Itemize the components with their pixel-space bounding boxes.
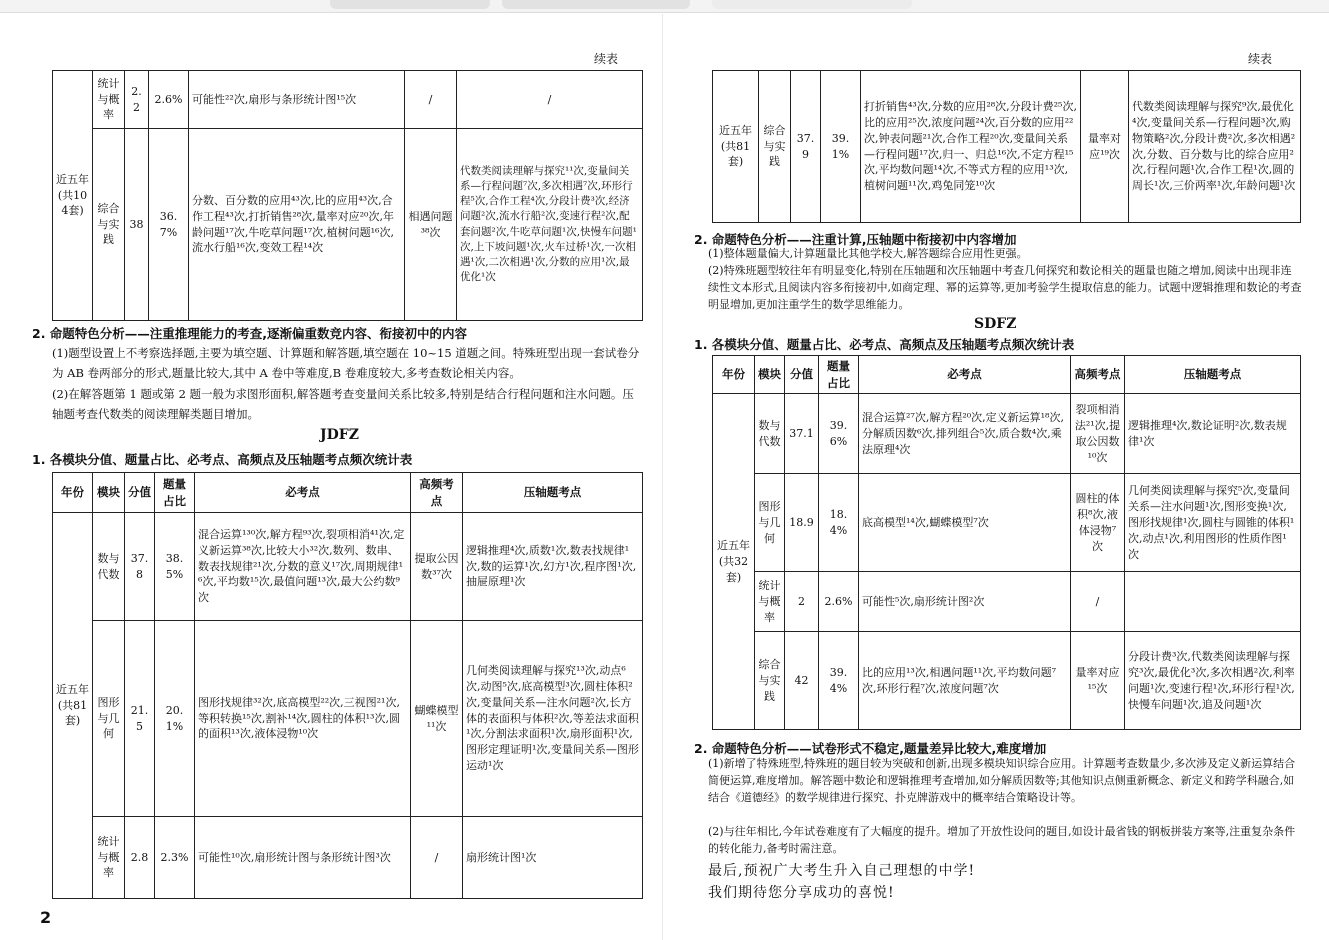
high-cell: 裂项相消法²¹次,提取公因数¹⁰次 [1071, 394, 1125, 474]
viewer-toolbar [0, 0, 1329, 13]
score-cell: 38 [125, 129, 149, 321]
table-row [53, 817, 643, 899]
score-cell: 37.9 [791, 71, 821, 223]
section-heading: 2. 命题特色分析——注重推理能力的考查,逐渐偏重数竞内容、衔接初中的内容 [32, 326, 468, 341]
column-header: 压轴题考点 [1125, 356, 1301, 394]
module-cell: 数与代数 [93, 513, 125, 621]
ratio-cell: 39.1% [821, 71, 861, 223]
module-cell: 图形与几何 [93, 621, 125, 817]
high-cell: 提取公因数³⁷次 [411, 513, 463, 621]
column-header: 模块 [755, 356, 785, 394]
column-header: 模块 [93, 473, 125, 513]
final-cell [1125, 572, 1301, 632]
high-cell: 相遇问题³⁸次 [405, 129, 457, 321]
column-header: 题量占比 [155, 473, 195, 513]
score-cell: 2 [785, 572, 819, 632]
stats-table-jdfz [52, 472, 643, 899]
module-cell: 综合与实践 [93, 129, 125, 321]
final-cell: 逻辑推理⁴次,数论证明²次,数表规律¹次 [1125, 394, 1301, 474]
table-row [713, 572, 1301, 632]
section-heading: 2. 命题特色分析——试卷形式不稳定,题量差异比较大,难度增加 [694, 741, 1047, 756]
ratio-cell: 2.6% [149, 71, 189, 129]
table-row [713, 632, 1301, 730]
section-heading: 1. 各模块分值、题量占比、必考点、高频点及压轴题考点频次统计表 [694, 337, 1075, 352]
module-cell: 综合与实践 [759, 71, 791, 223]
final-cell: 几何类阅读理解与探究¹³次,动点⁶次,动图⁵次,底高模型³次,圆柱体积²次,变量间关系—注水问题²次,长方体的表面积与体积²次,等差法求面积¹次,分割法求面积¹次,扇形面积¹次,图形定理证明¹次,变量间关系—图形运动¹次 [463, 621, 643, 817]
ratio-cell: 20.1% [155, 621, 195, 817]
ratio-cell: 2.3% [155, 817, 195, 899]
high-cell: / [1071, 572, 1125, 632]
score-cell: 2.2 [125, 71, 149, 129]
ratio-cell: 36.7% [149, 129, 189, 321]
ratio-cell: 39.4% [819, 632, 859, 730]
high-cell: 蝴蝶模型¹¹次 [411, 621, 463, 817]
must-cell: 分数、百分数的应用⁴³次,比的应用⁴³次,合作工程⁴³次,打折销售²⁸次,量率对应²⁰次,年龄问题¹⁷次,牛吃草问题¹⁷次,植树问题¹⁶次,流水行船¹⁶次,变效工程¹⁴次 [189, 129, 405, 321]
table-row [53, 621, 643, 817]
high-cell: / [405, 71, 457, 129]
section-heading: 2. 命题特色分析——注重计算,压轴题中衔接初中内容增加 [694, 232, 1017, 247]
score-cell: 42 [785, 632, 819, 730]
score-cell: 37.8 [125, 513, 155, 621]
toolbar-tab[interactable] [712, 0, 912, 9]
table-row [713, 394, 1301, 474]
paragraph: (1)新增了特殊班型,特殊班的题目较为突破和创新,出现多模块知识综合应用。计算题考查数量少,多次涉及定义新运算结合简便运算,难度增加。解答题中数论和逻辑推理考查增加,如分解质因数等;其他知识点侧重新概念、新定义和跨学科融合,如结合《道德经》的数学规律进行探究、扑克牌游戏中的概率结合策略设计等。 [708, 757, 1296, 804]
module-cell: 统计与概率 [93, 817, 125, 899]
must-cell: 混合运算²⁷次,解方程²⁰次,定义新运算¹⁸次,分解质因数⁶次,排列组合⁵次,质合数⁴次,乘法原理⁴次 [859, 394, 1071, 474]
final-cell: 扇形统计图¹次 [463, 817, 643, 899]
table-row [53, 129, 643, 321]
column-header: 高频考点 [411, 473, 463, 513]
ratio-cell: 38.5% [155, 513, 195, 621]
paragraph: (1)整体题量偏大,计算题量比其他学校大,解答题综合应用性更强。 [708, 247, 1028, 260]
section-heading: 1. 各模块分值、题量占比、必考点、高频点及压轴题考点频次统计表 [32, 452, 413, 467]
continued-label: 续表 [1247, 52, 1272, 66]
column-header: 必考点 [195, 473, 411, 513]
table-continued-top [52, 70, 643, 321]
high-cell: 量率对应¹⁵次 [1071, 632, 1125, 730]
closing-line: 我们期待您分享成功的喜悦! [708, 885, 895, 901]
ratio-cell: 18.4% [819, 474, 859, 572]
stats-table-sdfz [712, 355, 1301, 730]
year-cell: 近五年(共104套) [53, 71, 93, 321]
page-divider [662, 14, 663, 940]
must-cell: 可能性⁵次,扇形统计图²次 [859, 572, 1071, 632]
table-continued-top [712, 70, 1301, 223]
table-row [53, 71, 643, 129]
table-row [53, 513, 643, 621]
page-number: 2 [40, 908, 52, 927]
continued-label: 续表 [593, 52, 618, 66]
final-cell: 代数类阅读理解与探究⁹次,最优化⁴次,变量间关系—行程问题³次,购物策略²次,分段计费²次,多次相遇²次,分数、百分数与比的综合应用²次,行程问题¹次,合作工程¹次,圆的周长¹次,三价两率¹次,年龄问题¹次 [1129, 71, 1301, 223]
module-cell: 综合与实践 [755, 632, 785, 730]
score-cell: 18.9 [785, 474, 819, 572]
final-cell: 代数类阅读理解与探究¹¹次,变量间关系—行程问题⁷次,多次相遇⁷次,环形行程⁵次,合作工程⁴次,分段计费³次,经济问题²次,流水行船²次,变速行程²次,配套问题²次,牛吃草问题¹次,快慢车问题¹次,上下坡问题¹次,火车过桥¹次,一次相遇¹次,二次相遇¹次,分数的应用¹次,最优化¹次 [457, 129, 643, 321]
paragraph: (2)在解答题第 1 题或第 2 题一般为求图形面积,解答题考查变量间关系比较多,特别是结合行程问题和注水问题。压轴题考查代数类的阅读理解类题目增加。 [52, 387, 634, 421]
table-header-row [713, 356, 1301, 394]
table-row [713, 474, 1301, 572]
high-cell: 量率对应¹⁹次 [1081, 71, 1129, 223]
school-title: SDFZ [974, 316, 1017, 332]
high-cell: / [411, 817, 463, 899]
column-header: 必考点 [859, 356, 1071, 394]
column-header: 分值 [125, 473, 155, 513]
ratio-cell: 2.6% [819, 572, 859, 632]
column-header: 年份 [53, 473, 93, 513]
must-cell: 底高模型¹⁴次,蝴蝶模型⁷次 [859, 474, 1071, 572]
final-cell: 分段计费³次,代数类阅读理解与探究³次,最优化³次,多次相遇²次,利率问题¹次,变速行程¹次,环形行程¹次,快慢车问题¹次,追及问题¹次 [1125, 632, 1301, 730]
must-cell: 打折销售⁴³次,分数的应用²⁸次,分段计费²⁵次,比的应用²⁵次,浓度问题²⁴次,百分数的应用²²次,钟表问题²¹次,合作工程²⁰次,变量间关系—行程问题¹⁷次,归一、归总¹⁶次,不定方程¹⁵次,平均数问题¹⁴次,不等式方程的应用¹³次,植树问题¹¹次,鸡兔同笼¹⁰次 [861, 71, 1081, 223]
module-cell: 统计与概率 [93, 71, 125, 129]
column-header: 题量占比 [819, 356, 859, 394]
ratio-cell: 39.6% [819, 394, 859, 474]
final-cell: 逻辑推理⁴次,质数¹次,数表找规律¹次,数的运算¹次,幻方¹次,程序图¹次,抽屉原理¹次 [463, 513, 643, 621]
final-cell: 几何类阅读理解与探究⁵次,变量间关系—注水问题¹次,图形变换¹次,图形找规律¹次,圆柱与圆锥的体积¹次,动点¹次,利用图形的性质作图¹次 [1125, 474, 1301, 572]
table-header-row [53, 473, 643, 513]
year-cell: 近五年(共32套) [713, 394, 755, 730]
paragraph: (2)与往年相比,今年试卷难度有了大幅度的提升。增加了开放性设问的题目,如设计最省钱的钢板拼装方案等,注重复杂条件的转化能力,备考时需注意。 [708, 825, 1296, 855]
year-cell: 近五年(共81套) [53, 513, 93, 899]
module-cell: 图形与几何 [755, 474, 785, 572]
toolbar-tab[interactable] [330, 0, 490, 9]
paragraph: (1)题型设置上不考察选择题,主要为填空题、计算题和解答题,填空题在 10~15 道题之间。特殊班型出现一套试卷分为 AB 卷两部分的形式,题量比较大,其中 A 卷中等难度,B 卷难度较大,多考查数论相关内容。 [52, 346, 640, 380]
high-cell: 圆柱的体积⁸次,液体浸物⁷次 [1071, 474, 1125, 572]
column-header: 高频考点 [1071, 356, 1125, 394]
table-row [713, 71, 1301, 223]
paragraph: (2)特殊班题型较往年有明显变化,特别在压轴题和次压轴题中考查几何探究和数论相关的题量也随之增加,阅读中出现非连续性文本形式,且阅读内容多衔接初中,如商定理、幂的运算等,更加考验学生提取信息的能力。试题中逻辑推理和数论的考查明显增加,更加注重学生的数学思维能力。 [708, 264, 1302, 311]
module-cell: 统计与概率 [755, 572, 785, 632]
year-cell: 近五年(共81套) [713, 71, 759, 223]
must-cell: 混合运算¹³⁰次,解方程⁹³次,裂项相消⁴¹次,定义新运算³⁸次,比较大小³²次,数列、数串、数表找规律²¹次,分数的意义¹⁷次,周期规律¹⁶次,平均数¹⁵次,最值问题¹³次,最大公约数⁹次 [195, 513, 411, 621]
must-cell: 比的应用¹³次,相遇问题¹¹次,平均数问题⁷次,环形行程⁷次,浓度问题⁷次 [859, 632, 1071, 730]
final-cell: / [457, 71, 643, 129]
closing-line: 最后,预祝广大考生升入自己理想的中学! [708, 863, 976, 879]
column-header: 分值 [785, 356, 819, 394]
column-header: 年份 [713, 356, 755, 394]
must-cell: 可能性¹⁰次,扇形统计图与条形统计图³次 [195, 817, 411, 899]
column-header: 压轴题考点 [463, 473, 643, 513]
toolbar-tab[interactable] [502, 0, 690, 9]
school-title: JDFZ [320, 427, 359, 443]
module-cell: 数与代数 [755, 394, 785, 474]
score-cell: 2.8 [125, 817, 155, 899]
must-cell: 可能性²²次,扇形与条形统计图¹⁵次 [189, 71, 405, 129]
score-cell: 21.5 [125, 621, 155, 817]
score-cell: 37.1 [785, 394, 819, 474]
must-cell: 图形找规律³²次,底高模型²²次,三视图²¹次,等积转换¹⁵次,割补¹⁴次,圆柱的体积¹³次,圆的面积¹³次,液体浸物¹⁰次 [195, 621, 411, 817]
